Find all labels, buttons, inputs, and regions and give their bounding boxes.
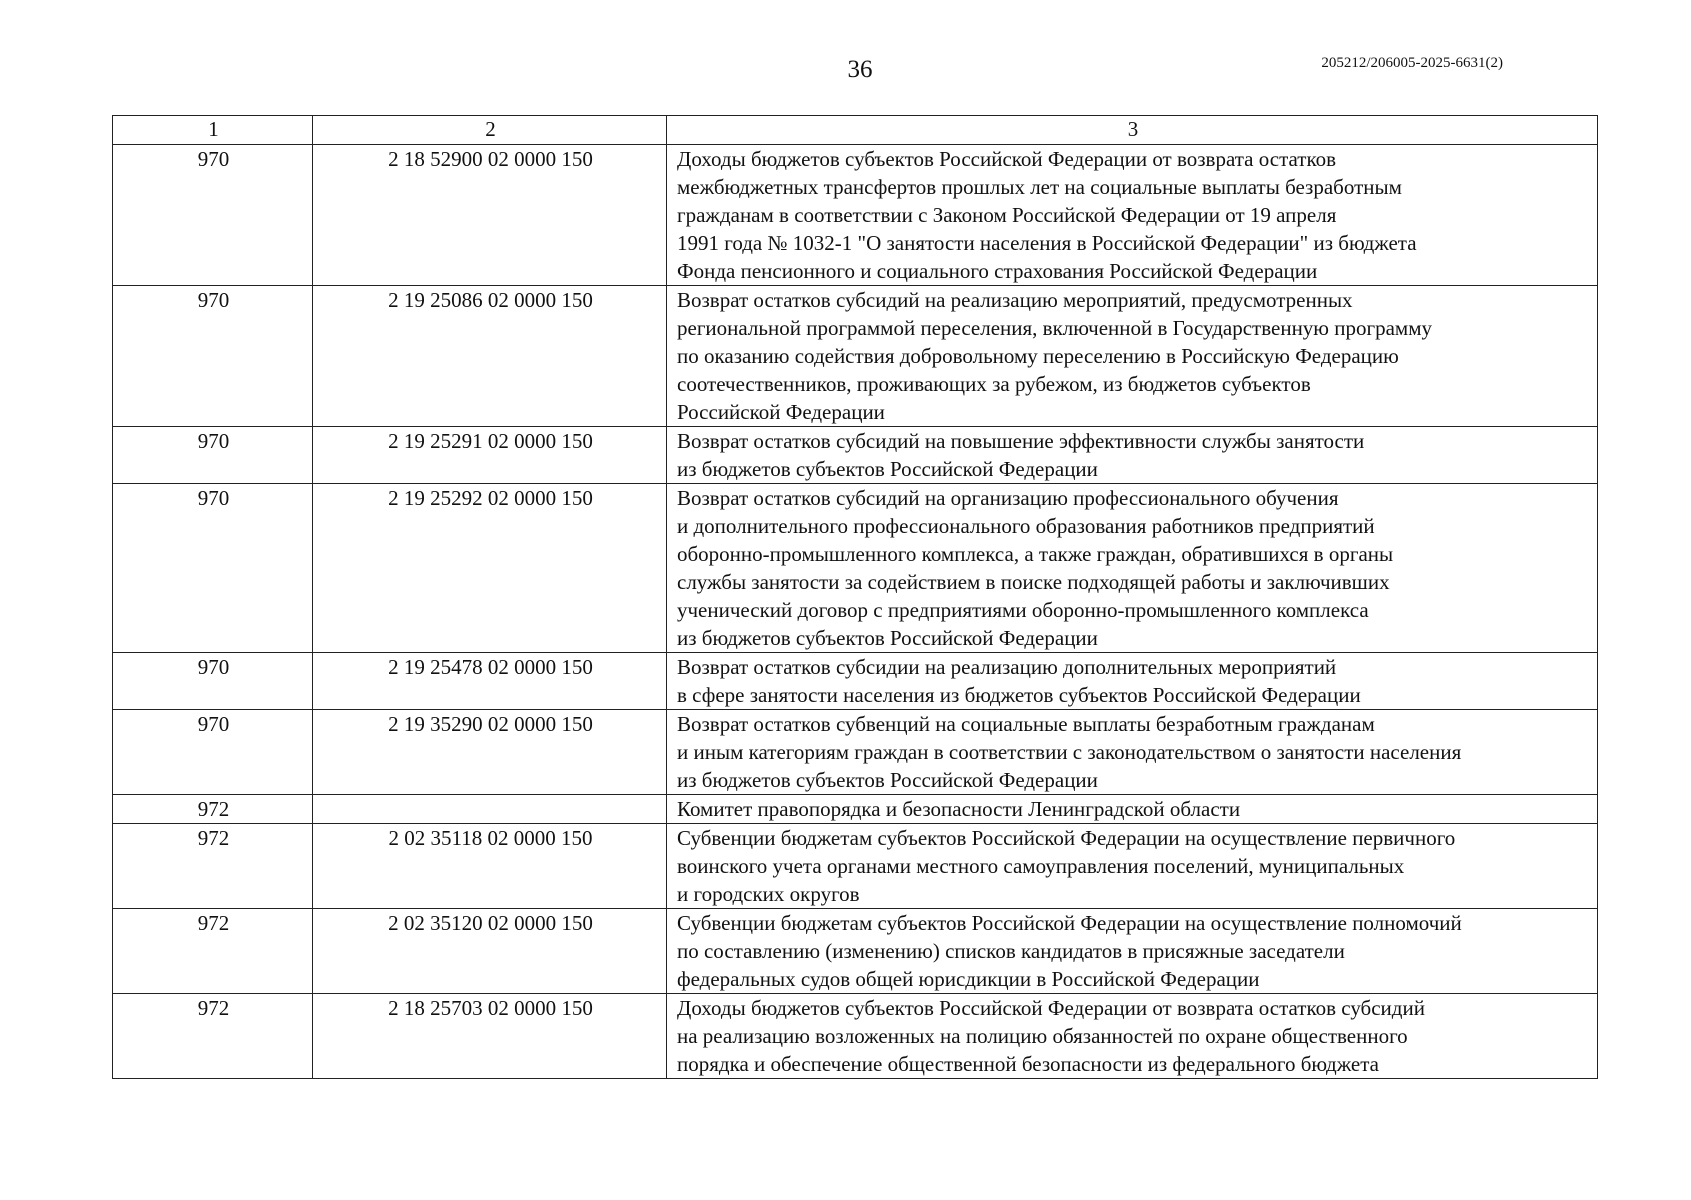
table-row (113, 286, 1598, 427)
income-name-line: Субвенции бюджетам субъектов Российской Федерации на осуществление полномочий (677, 911, 1462, 935)
column-header-3: 3 (667, 116, 1598, 145)
income-name-line: по составлению (изменению) списков кандидатов в присяжные заседатели (677, 939, 1345, 963)
admin-code-cell: 972 (113, 795, 313, 824)
income-name-line: Возврат остатков субсидий на организацию профессионального обучения (677, 486, 1339, 510)
income-name-cell (667, 909, 1598, 994)
income-name-line: Возврат остатков субсидий на повышение эффективности службы занятости (677, 429, 1365, 453)
income-name-line: и дополнительного профессионального образования работников предприятий (677, 514, 1375, 538)
income-name-line: из бюджетов субъектов Российской Федерации (677, 768, 1098, 792)
admin-code-cell: 970 (113, 710, 313, 795)
income-name-line: Доходы бюджетов субъектов Российской Федерации от возврата остатков (677, 147, 1337, 171)
income-name-line: Комитет правопорядка и безопасности Ленинградской области (677, 797, 1241, 821)
admin-code-cell: 970 (113, 484, 313, 653)
income-name-line: межбюджетных трансфертов прошлых лет на социальные выплаты безработным (677, 175, 1402, 199)
table-row (113, 427, 1598, 484)
document-id: 205212/206005-2025-6631(2) (1321, 55, 1503, 71)
income-name-line: в сфере занятости населения из бюджетов субъектов Российской Федерации (677, 683, 1361, 707)
income-code-cell: 2 02 35118 02 0000 150 (313, 824, 667, 909)
admin-code-cell: 972 (113, 909, 313, 994)
table-row (113, 653, 1598, 710)
admin-code-cell: 970 (113, 145, 313, 286)
table-header-row (113, 116, 1598, 145)
income-name-cell (667, 286, 1598, 427)
table-row (113, 710, 1598, 795)
column-header-2: 2 (313, 116, 667, 145)
income-name-line: службы занятости за содействием в поиске подходящей работы и заключивших (677, 570, 1390, 594)
income-code-cell: 2 18 52900 02 0000 150 (313, 145, 667, 286)
income-code-cell: 2 19 25086 02 0000 150 (313, 286, 667, 427)
table-row (113, 824, 1598, 909)
income-name-line: региональной программой переселения, включенной в Государственную программу (677, 316, 1432, 340)
income-name-line: Возврат остатков субсидии на реализацию дополнительных мероприятий (677, 655, 1337, 679)
income-name-line: Доходы бюджетов субъектов Российской Федерации от возврата остатков субсидий (677, 996, 1425, 1020)
income-name-line: гражданам в соответствии с Законом Российской Федерации от 19 апреля (677, 203, 1337, 227)
admin-code-cell: 972 (113, 994, 313, 1079)
income-name-cell (667, 145, 1598, 286)
table-body (113, 145, 1598, 1079)
income-name-line: порядка и обеспечение общественной безопасности из федерального бюджета (677, 1052, 1380, 1076)
income-name-line: ученический договор с предприятиями оборонно-промышленного комплекса (677, 598, 1369, 622)
income-name-line: из бюджетов субъектов Российской Федерации (677, 457, 1098, 481)
income-name-cell (667, 795, 1598, 824)
income-code-cell: 2 19 25292 02 0000 150 (313, 484, 667, 653)
table-row (113, 484, 1598, 653)
admin-code-cell: 970 (113, 286, 313, 427)
table-row (113, 994, 1598, 1079)
income-name-line: соотечественников, проживающих за рубежом, из бюджетов субъектов (677, 372, 1311, 396)
income-name-cell (667, 994, 1598, 1079)
budget-classification-table (112, 115, 1598, 1079)
income-name-cell (667, 653, 1598, 710)
income-name-line: из бюджетов субъектов Российской Федерации (677, 626, 1098, 650)
income-name-line: федеральных судов общей юрисдикции в Российской Федерации (677, 967, 1260, 991)
income-name-line: на реализацию возложенных на полицию обязанностей по охране общественного (677, 1024, 1408, 1048)
column-header-1: 1 (113, 116, 313, 145)
table-row (113, 145, 1598, 286)
income-name-line: 1991 года № 1032-1 "О занятости населения в Российской Федерации" из бюджета (677, 231, 1417, 255)
income-name-line: Возврат остатков субсидий на реализацию мероприятий, предусмотренных (677, 288, 1353, 312)
table-row (113, 909, 1598, 994)
income-name-line: Субвенции бюджетам субъектов Российской Федерации на осуществление первичного (677, 826, 1456, 850)
table-row (113, 795, 1598, 824)
admin-code-cell: 972 (113, 824, 313, 909)
income-name-line: Российской Федерации (677, 400, 885, 424)
income-name-cell (667, 484, 1598, 653)
income-name-line: оборонно-промышленного комплекса, а также граждан, обратившихся в органы (677, 542, 1394, 566)
income-code-cell: 2 18 25703 02 0000 150 (313, 994, 667, 1079)
income-name-line: Фонда пенсионного и социального страхования Российской Федерации (677, 259, 1318, 283)
income-name-line: и городских округов (677, 882, 860, 906)
income-code-cell (313, 795, 667, 824)
income-name-cell (667, 427, 1598, 484)
page-number: 36 (847, 56, 873, 83)
income-name-line: воинского учета органами местного самоуправления поселений, муниципальных (677, 854, 1405, 878)
admin-code-cell: 970 (113, 653, 313, 710)
income-name-line: и иным категориям граждан в соответствии с законодательством о занятости населения (677, 740, 1462, 764)
admin-code-cell: 970 (113, 427, 313, 484)
income-code-cell: 2 19 25291 02 0000 150 (313, 427, 667, 484)
income-name-line: по оказанию содействия добровольному переселению в Российскую Федерацию (677, 344, 1399, 368)
income-name-line: Возврат остатков субвенций на социальные выплаты безработным гражданам (677, 712, 1375, 736)
income-name-cell (667, 710, 1598, 795)
income-code-cell: 2 02 35120 02 0000 150 (313, 909, 667, 994)
income-code-cell: 2 19 25478 02 0000 150 (313, 653, 667, 710)
income-code-cell: 2 19 35290 02 0000 150 (313, 710, 667, 795)
income-name-cell (667, 824, 1598, 909)
